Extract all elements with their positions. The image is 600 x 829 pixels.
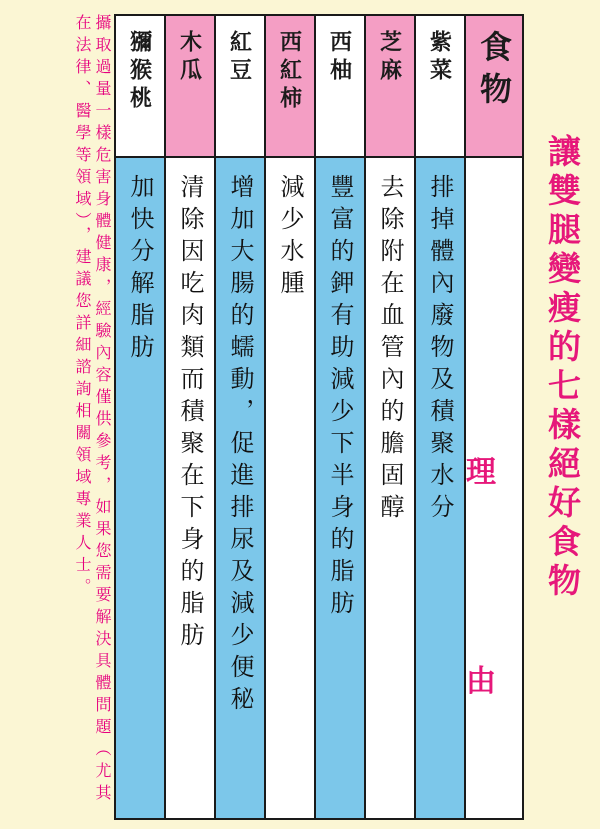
food-cell-2: 木瓜: [165, 15, 215, 157]
food-cell-1: 獼猴桃: [115, 15, 165, 157]
reason-header-char-2: 由: [466, 663, 496, 699]
reason-cell-6: 去除附在血管內的膽固醇: [365, 157, 415, 819]
reason-cell-4: 減少水腫: [265, 157, 315, 819]
reason-cell-5: 豐富的鉀有助減少下半身的脂肪: [315, 157, 365, 819]
reason-header-char-1: 理: [466, 454, 496, 490]
reason-cell-1: 加快分解脂肪: [115, 157, 165, 819]
disclaimer-text: 攝取過量一樣危害身體健康，經驗內容僅供參考，如果您需要解決具體問題（尤其在法律、醫學等領域），建議您詳細諮詢相關領域專業人士。: [73, 14, 112, 806]
page-title: 讓雙腿變瘦的七樣絕好食物: [543, 134, 582, 602]
food-cell-3: 紅豆: [215, 15, 265, 157]
reason-cell-3: 增加大腸的蠕動，促進排尿及減少便秘: [215, 157, 265, 819]
food-cell-7: 紫菜: [415, 15, 465, 157]
food-table: [114, 14, 524, 820]
food-cell-4: 西紅柿: [265, 15, 315, 157]
food-cell-6: 芝麻: [365, 15, 415, 157]
food-header: 食物: [475, 30, 513, 114]
food-header-cell: [465, 15, 523, 157]
food-cell-5: 西柚: [315, 15, 365, 157]
reason-header-cell: [465, 157, 523, 819]
reason-cell-2: 清除因吃肉類而積聚在下身的脂肪: [165, 157, 215, 819]
reason-cell-7: 排掉體內廢物及積聚水分: [415, 157, 465, 819]
